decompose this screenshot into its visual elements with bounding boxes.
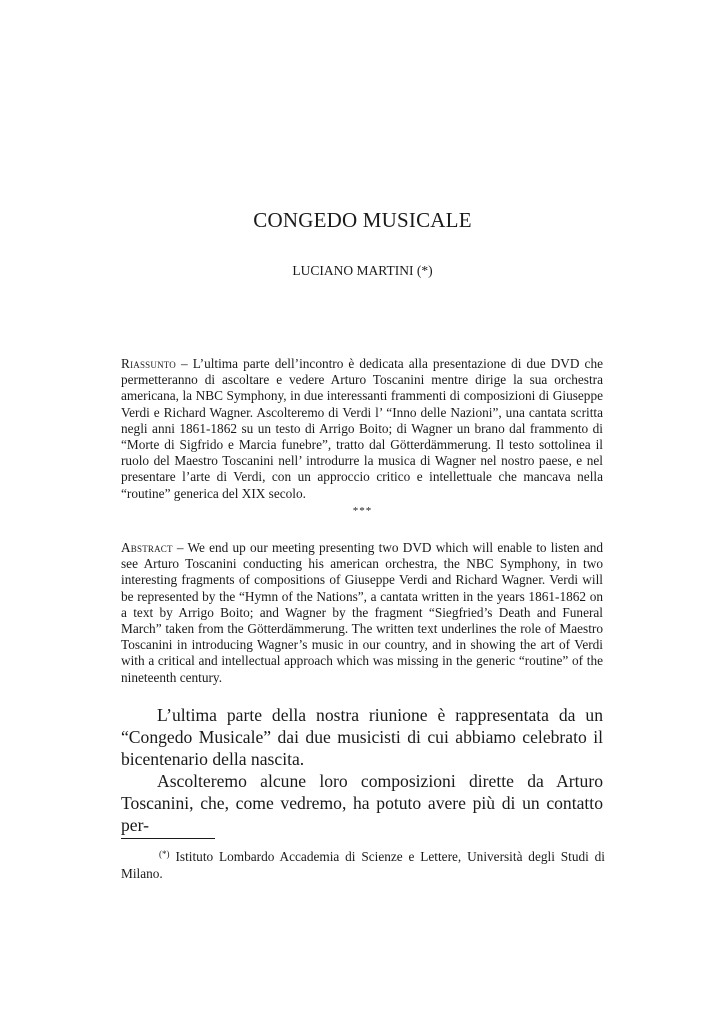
abstract-block xyxy=(121,540,603,686)
article-author: LUCIANO MARTINI (*) xyxy=(292,263,433,278)
footnote-mark: (*) xyxy=(159,849,170,859)
riassunto-block xyxy=(121,356,603,502)
riassunto-text: – L’ultima parte dell’incontro è dedicata alla presentazione di due DVD che permetteranno di ascoltare e vedere Arturo Toscanini mentre dirige la sua orchestra americana, la NBC Symphony, in due interessanti frammenti di composizioni di Giuseppe Verdi e Richard Wagner. Ascolteremo di Verdi l’ “Inno delle Nazioni”, una cantata scritta negli anni 1861-1862 su un testo di Arrigo Boito; di Wagner un brano dal frammento di “Morte di Sigfrido e Marcia funebre”, tratto dal Götterdämmerung. Il testo sottolinea il ruolo del Maestro Toscanini nell’ introdurre la musica di Wagner nel nostro paese, e nel presentare l’arte di Verdi, con un approccio critico e intellettuale che mancava nella “routine” generica del XIX secolo. xyxy=(121,356,603,501)
body-paragraph: Ascolteremo alcune loro composizioni dirette da Arturo Toscanini, che, come vedremo, ha potuto avere più di un contatto per- xyxy=(121,771,603,835)
riassunto-label: Riassunto xyxy=(121,356,177,371)
footnote-text: Istituto Lombardo Accademia di Scienze e Lettere, Università degli Studi di Milano. xyxy=(121,849,605,881)
abstract-text: – We end up our meeting presenting two DVD which will enable to listen and see Arturo Toscanini conducting his american orchestra, the NBC Symphony, in two interesting fragments of compositions of Giuseppe Verdi and Richard Wagner. Verdi will be represented by the “Hymn of the Nations”, a cantata written in the years 1861-1862 on a text by Arrigo Boito; and Wagner by the fragment “Siegfried’s Death and Funeral March” taken from the Götterdämmerung. The written text underlines the role of Maestro Toscanini in introducing Wagner’s music in our country, and in showing the art of Verdi with a critical and intellectual approach which was missing in the generic “routine” of the nineteenth century. xyxy=(121,540,603,685)
section-separator: *** xyxy=(352,505,373,517)
body-text xyxy=(121,704,603,836)
article-title: CONGEDO MUSICALE xyxy=(253,208,472,232)
body-paragraph: L’ultima parte della nostra riunione è rappresentata da un “Congedo Musicale” dai due musicisti di cui abbiamo celebrato il bicentenario della nascita. xyxy=(121,705,603,769)
footnote-divider xyxy=(121,838,215,839)
footnote xyxy=(121,846,605,882)
abstract-label: Abstract xyxy=(121,540,173,555)
